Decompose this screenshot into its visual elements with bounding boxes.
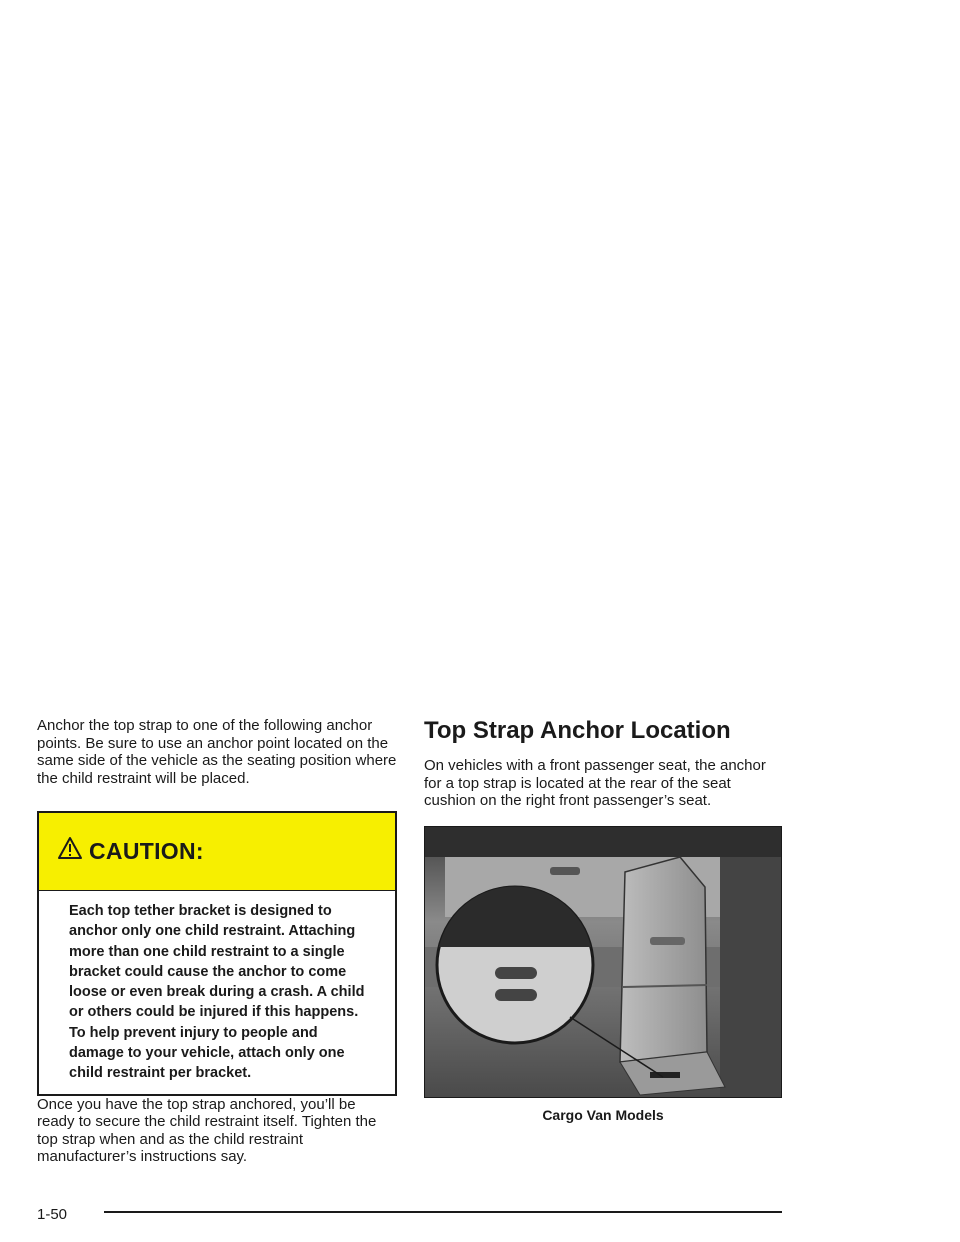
- footer-rule: [104, 1211, 782, 1213]
- intro-paragraph: Anchor the top strap to one of the following anchor points. Be sure to use an anchor point located on the same side of the vehicle as the seating position where the child restraint will be placed.: [37, 717, 397, 787]
- figure-caption: Cargo Van Models: [542, 1106, 664, 1123]
- seat-illustration-graphic: [425, 827, 781, 1097]
- section-paragraph: On vehicles with a front passenger seat, the anchor for a top strap is located at the rear of the seat cushion on the right front passenger’s seat.: [424, 757, 766, 809]
- section-heading: Top Strap Anchor Location: [424, 717, 731, 744]
- caution-text: Each top tether bracket is designed to anchor only one child restraint. Attaching more than one child restraint to a single bracket could cause the anchor to come loose or even break during a crash. A child or others could be injured if this happens. To help prevent injury to people and damage to your vehicle, attach only one child restraint per bracket.: [69, 903, 365, 1082]
- cargo-van-seat-illustration: [424, 826, 782, 1098]
- right-column: [424, 717, 782, 1123]
- caution-box: [37, 811, 397, 1096]
- left-column: [37, 717, 397, 1166]
- closing-paragraph: Once you have the top strap anchored, you’ll be ready to secure the child restraint itself. Tighten the top strap when and as the child restraint manufacturer’s instructions say.: [37, 1095, 377, 1166]
- page-number: 1-50: [37, 1206, 68, 1223]
- caution-header: [39, 813, 395, 891]
- warning-triangle-icon: [57, 836, 83, 860]
- caution-title: CAUTION:: [89, 838, 204, 864]
